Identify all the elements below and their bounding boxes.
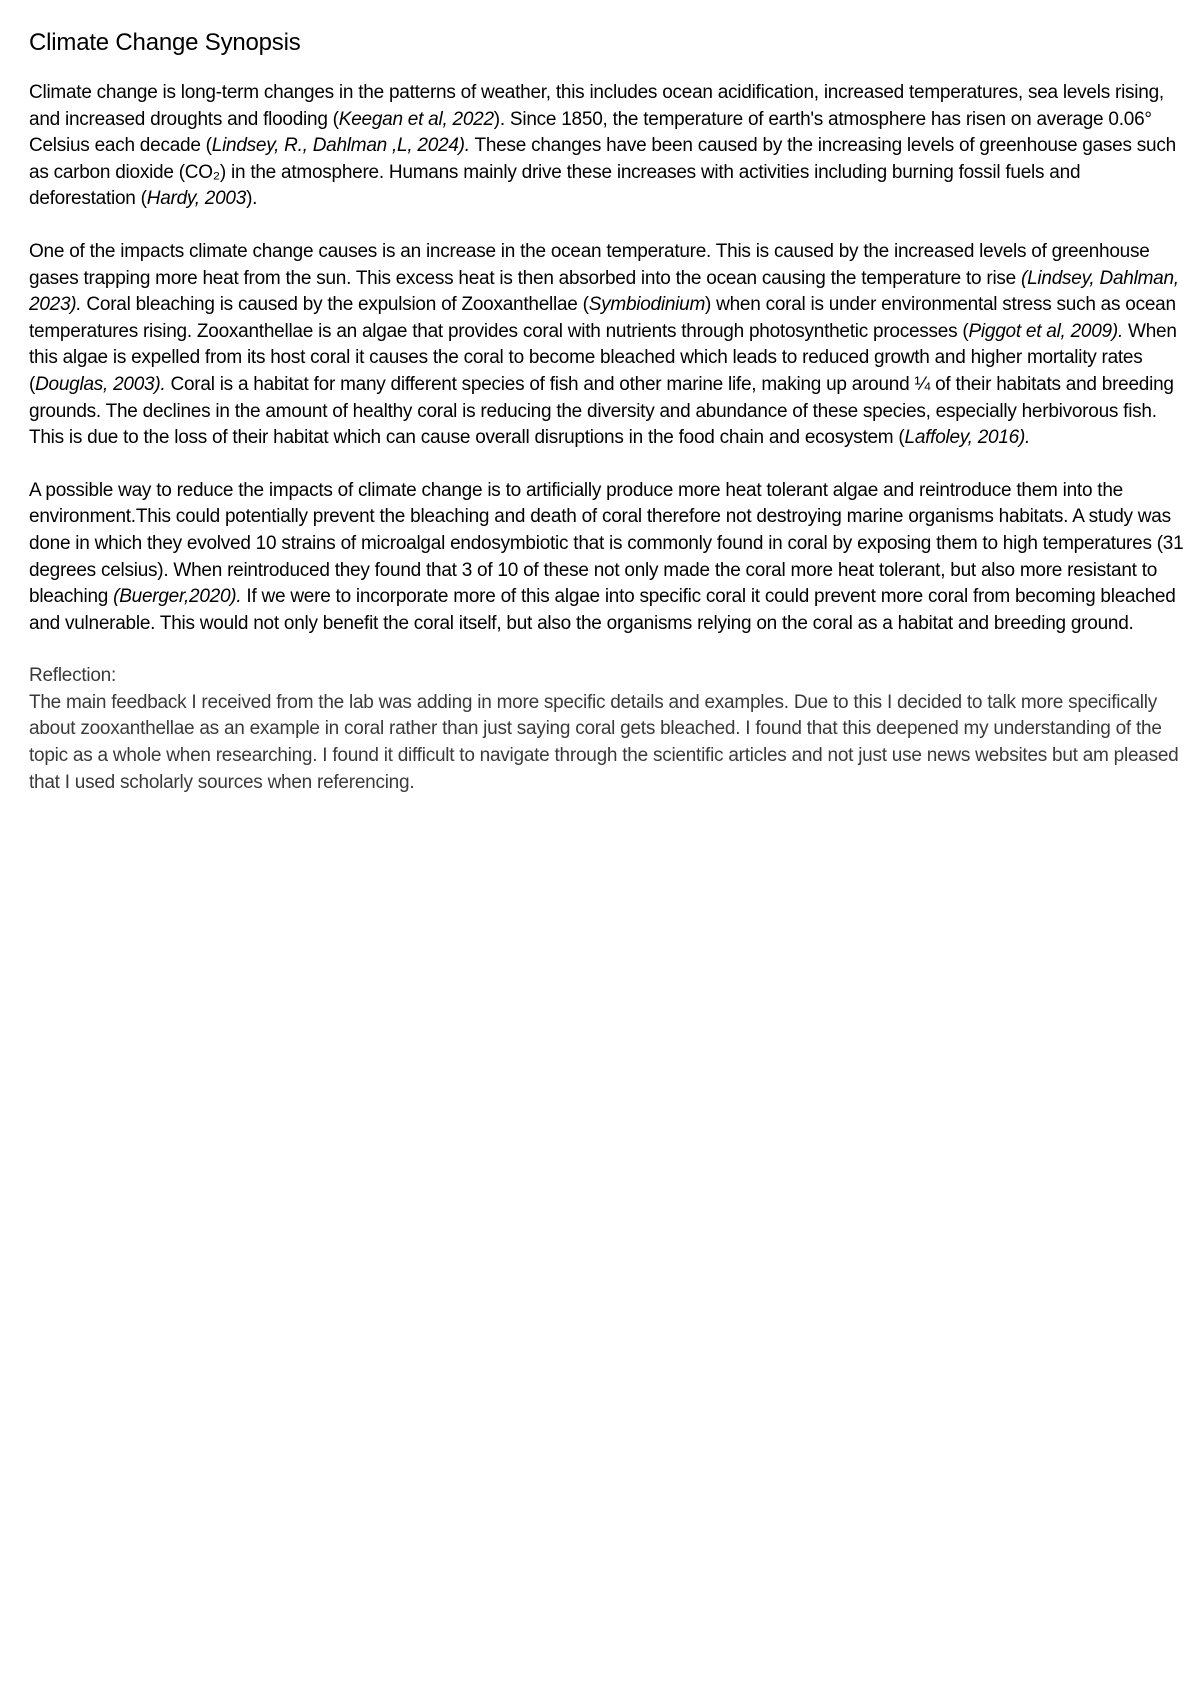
body-text-run: Coral is a habitat for many different species of fish and other marine life, making up around ¼ of their habitats and breeding grounds. The declines in the amount of healthy coral is reducing the diversity and abundance of these species, especially herbivorous fish. This is due to the loss of their habitat which can cause overall disruptions in the food chain and ecosystem ( — [29, 373, 1174, 449]
reflection-text: The main feedback I received from the lab was adding in more specific details and examples. Due to this I decided to talk more specifically about zooxanthellae as an example in coral rather than just saying coral gets bleached. I found that this deepened my understanding of the topic as a whole when researching. I found it difficult to navigate through the scientific articles and not just use news websites but am pleased that I used scholarly sources when referencing. — [29, 691, 1179, 793]
body-text-run: When this algae is expelled from its host coral it causes the coral to become bleached which leads to reduced growth and higher mortality rates ( — [29, 320, 1177, 395]
reflection-heading: Reflection: — [29, 665, 117, 687]
body-text-run: ). Since 1850, the temperature of earth's atmosphere has risen on average 0.06° Celsius each decade ( — [29, 108, 1152, 157]
body-text-run: A possible way to reduce the impacts of climate change is to artificially produce more heat tolerant algae and reintroduce them into the environment.This could potentially prevent the bleaching and death of coral therefore not destroying marine organisms habitats. A study was done in which they evolved 10 strains of microalgal endosymbiotic that is commonly found in coral by exposing them to high temperatures (31 degrees celsius). When reintroduced they found that 3 of 10 of these not only made the coral more heat tolerant, but also more resistant to bleaching — [29, 479, 1184, 608]
citation-text: (Buerger,2020). — [113, 586, 242, 608]
body-text-run: If we were to incorporate more of this algae into specific coral it could prevent more coral from becoming bleached and vulnerable. This would not only benefit the coral itself, but also the organisms relying on the coral as a habitat and breeding ground. — [29, 586, 1176, 634]
paragraph-climate-change-definition — [29, 80, 1189, 213]
body-text-run: ) when coral is under environmental stress such as ocean temperatures rising. Zooxanthellae is an algae that provides coral with nutrients through photosynthetic processes ( — [29, 294, 1176, 342]
document-title: Climate Change Synopsis — [29, 29, 301, 56]
body-text-run: Coral bleaching is caused by the expulsion of Zooxanthellae ( — [81, 294, 589, 316]
body-text-run: These changes have been caused by the increasing levels of greenhouse gases such as carbon dioxide (CO₂) in the atmosphere. Humans mainly drive these increases with activities including burning fossil fuels and deforestation ( — [29, 135, 1176, 210]
body-text-run: One of the impacts climate change causes is an increase in the ocean temperature. This is caused by the increased levels of greenhouse gases trapping more heat from the sun. This excess heat is then absorbed into the ocean causing the temperature to rise — [29, 240, 1150, 289]
paragraph-heat-tolerant-algae-solution — [29, 478, 1189, 638]
body-text-run: Climate change is long-term changes in the patterns of weather, this includes ocean acidification, increased temperatures, sea levels rising, and increased droughts and flooding ( — [29, 82, 1164, 130]
citation-text: Hardy, 2003 — [146, 188, 247, 210]
body-text-run: ). — [246, 188, 258, 210]
citation-text: (Lindsey, Dahlman, 2023). — [29, 267, 1179, 316]
paragraph-ocean-temperature-impacts — [29, 239, 1189, 452]
citation-text: Douglas, 2003). — [35, 373, 166, 395]
citation-text: Symbiodinium — [588, 294, 706, 316]
citation-text: Lindsey, R., Dahlman ,L, 2024). — [211, 135, 470, 157]
citation-text: Piggot et al, 2009). — [968, 320, 1123, 342]
citation-text: Keegan et al, 2022 — [338, 108, 494, 130]
reflection-section — [29, 663, 1189, 796]
citation-text: Laffoley, 2016). — [904, 427, 1031, 449]
